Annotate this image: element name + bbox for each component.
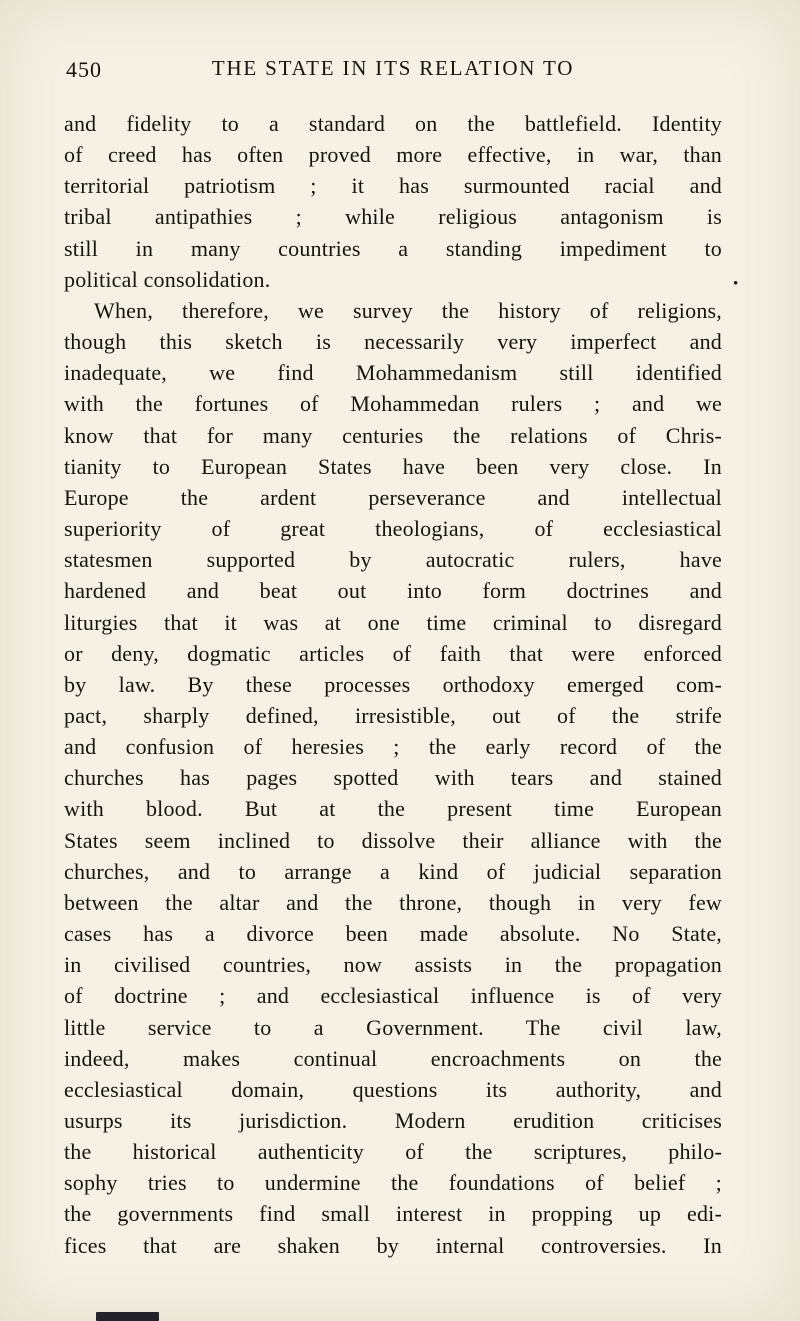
text-line: statesmen supported by autocratic rulers, have bbox=[64, 547, 722, 573]
text-line: the historical authenticity of the scriptures, philo- bbox=[64, 1139, 722, 1165]
page-number: 450 bbox=[66, 57, 102, 82]
text-line: cases has a divorce been made absolute. No State, bbox=[64, 921, 722, 947]
text-line: Europe the ardent perseverance and intellectual bbox=[64, 484, 722, 510]
text-line: and confusion of heresies ; the early record of the bbox=[64, 734, 722, 760]
text-line: in civilised countries, now assists in the propagation bbox=[64, 952, 722, 978]
paragraph bbox=[64, 108, 722, 295]
text-line: tianity to European States have been very close. In bbox=[64, 453, 722, 479]
text-line: still in many countries a standing impediment to bbox=[64, 235, 722, 261]
text-line: tribal antipathies ; while religious antagonism is bbox=[64, 204, 722, 230]
text-line: and fidelity to a standard on the battlefield. Identity bbox=[64, 111, 722, 136]
text-line: usurps its jurisdiction. Modern erudition criticises bbox=[64, 1108, 722, 1133]
text-line: territorial patriotism ; it has surmounted racial and bbox=[64, 173, 722, 199]
running-title: THE STATE IN ITS RELATION TO bbox=[211, 56, 575, 80]
text-line: States seem inclined to dissolve their alliance with the bbox=[64, 827, 722, 853]
text-line: hardened and beat out into form doctrines and bbox=[64, 578, 722, 604]
text-line: churches has pages spotted with tears and stained bbox=[64, 765, 722, 791]
text-line: know that for many centuries the relations of Chris- bbox=[64, 422, 722, 448]
ink-dot-artifact: • bbox=[733, 276, 739, 292]
text-line: indeed, makes continual encroachments on the bbox=[64, 1045, 722, 1071]
text-line: political consolidation. bbox=[64, 266, 271, 292]
text-line: churches, and to arrange a kind of judicial separation bbox=[64, 858, 722, 884]
text-line: though this sketch is necessarily very imperfect and bbox=[64, 329, 722, 355]
text-line: fices that are shaken by internal controversies. In bbox=[64, 1232, 722, 1258]
text-line: liturgies that it was at one time criminal to disregard bbox=[64, 609, 722, 635]
text-line: pact, sharply defined, irresistible, out of the strife bbox=[64, 702, 722, 728]
text-line: or deny, dogmatic articles of faith that were enforced bbox=[64, 640, 722, 666]
text-line: by law. By these processes orthodoxy emerged com- bbox=[64, 671, 722, 697]
text-line: with the fortunes of Mohammedan rulers ; and we bbox=[64, 391, 722, 417]
paragraph bbox=[64, 295, 722, 1261]
text-line: of doctrine ; and ecclesiastical influence is of very bbox=[64, 983, 722, 1009]
text-line: the governments find small interest in propping up edi- bbox=[64, 1201, 722, 1227]
text-line: inadequate, we find Mohammedanism still identified bbox=[64, 360, 722, 386]
text-line: little service to a Government. The civil law, bbox=[64, 1014, 722, 1040]
text-line: between the altar and the throne, though in very few bbox=[64, 889, 722, 915]
text-line: When, therefore, we survey the history of religions, bbox=[94, 297, 722, 323]
text-line: superiority of great theologians, of ecclesiastical bbox=[64, 516, 722, 542]
text-line: ecclesiastical domain, questions its authority, and bbox=[64, 1076, 722, 1102]
text-line: sophy tries to undermine the foundations of belief ; bbox=[64, 1170, 722, 1196]
text-column bbox=[64, 54, 722, 1261]
page-header bbox=[64, 54, 722, 86]
text-line: with blood. But at the present time European bbox=[64, 796, 722, 822]
body-text bbox=[64, 108, 722, 1261]
text-line: of creed has often proved more effective, in war, than bbox=[64, 142, 722, 168]
scan-artifact-mark bbox=[96, 1312, 159, 1321]
